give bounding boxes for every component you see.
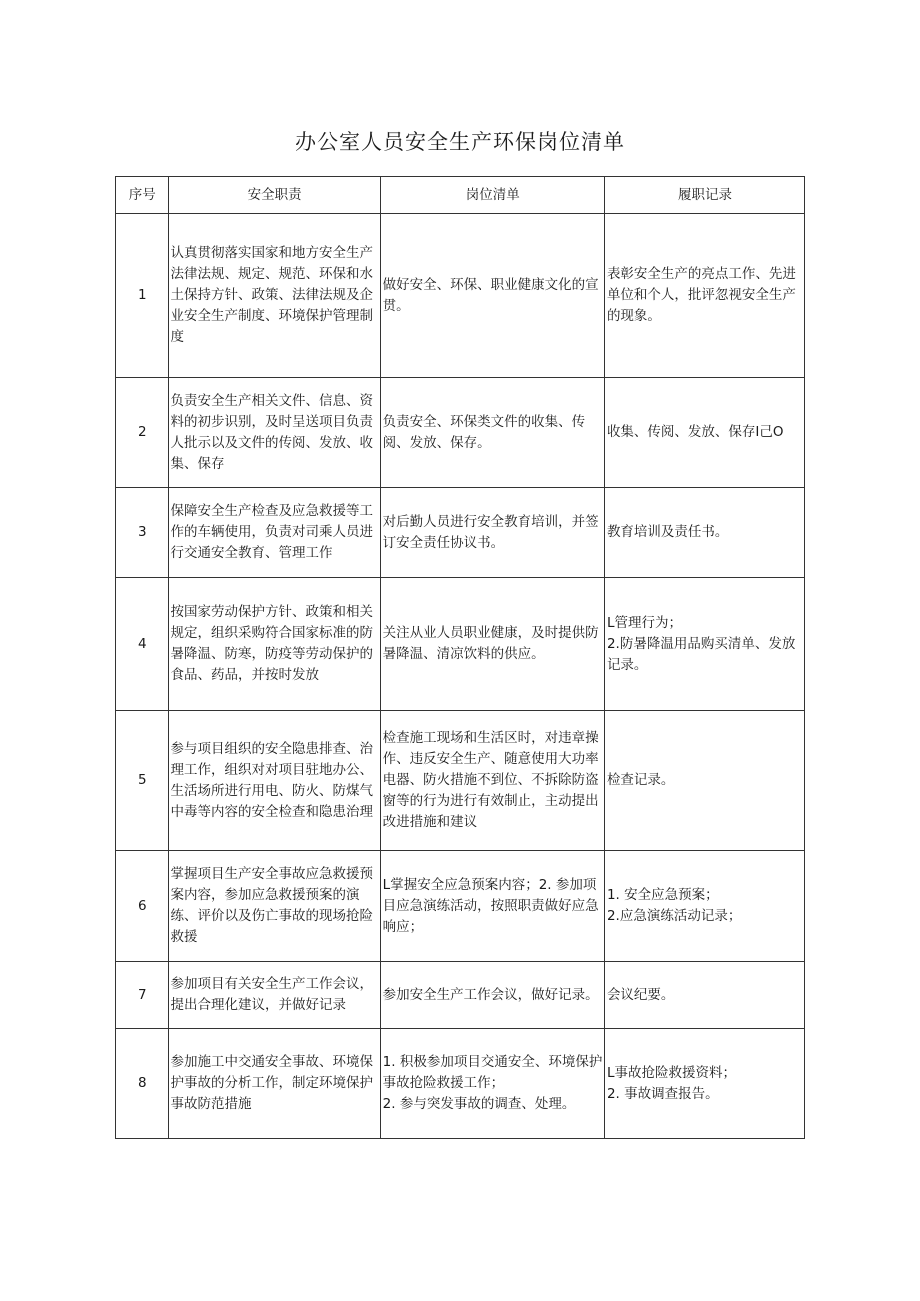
row-no: 7 [116, 962, 169, 1029]
record-line: 2.应急演练活动记录； [606, 908, 742, 924]
table-row [116, 851, 805, 962]
table-row [116, 711, 805, 851]
row-no: 5 [116, 711, 169, 851]
record-line: 2.防暑降温用品购买清单、发放记录。 [606, 635, 796, 673]
row-duty: 参加项目有关安全生产工作会议，提出合理化建议，并做好记录 [168, 962, 380, 1029]
row-record: 检查记录。 [604, 711, 804, 851]
header-no: 序号 [116, 177, 169, 214]
row-duty: 参与项目组织的安全隐患排查、治理工作，组织对对项目驻地办公、生活场所进行用电、防火、防煤气中毒等内容的安全检查和隐患治理 [168, 711, 380, 851]
row-duty: 认真贯彻落实国家和地方安全生产法律法规、规定、规范、环保和水土保持方针、政策、法律法规及企业安全生产制度、环境保护管理制度 [168, 214, 380, 378]
row-duty: 掌握项目生产安全事故应急救援预案内容，参加应急救援预案的演练、评价以及伤亡事故的现场抢险救援 [168, 851, 380, 962]
row-record [604, 1029, 804, 1139]
record-line: L事故抢险救援资料； [606, 1064, 736, 1081]
row-record: 教育培训及责任书。 [604, 488, 804, 578]
row-list: 检查施工现场和生活区时，对违章操作、违反安全生产、随意使用大功率电器、防火措施不到位、不拆除防盗窗等的行为进行有效制止，主动提出改进措施和建议 [380, 711, 604, 851]
row-record: 表彰安全生产的亮点工作、先进单位和个人，批评忽视安全生产的现象。 [604, 214, 804, 378]
list-line: 2. 参与突发事故的调查、处理。 [382, 1096, 576, 1112]
row-list: L掌握安全应急预案内容；2. 参加项目应急演练活动，按照职责做好应急响应； [380, 851, 604, 962]
row-list: 关注从业人员职业健康，及时提供防暑降温、清凉饮料的供应。 [380, 578, 604, 711]
table-row [116, 488, 805, 578]
row-no: 8 [116, 1029, 169, 1139]
header-duty: 安全职责 [168, 177, 380, 214]
row-record [604, 851, 804, 962]
row-duty: 保障安全生产检查及应急救援等工作的车辆使用，负责对司乘人员进行交通安全教育、管理工作 [168, 488, 380, 578]
row-no: 4 [116, 578, 169, 711]
row-list: 参加安全生产工作会议，做好记录。 [380, 962, 604, 1029]
table-row [116, 578, 805, 711]
row-list: 对后勤人员进行安全教育培训，并签订安全责任协议书。 [380, 488, 604, 578]
record-line: L管理行为； [606, 614, 682, 631]
row-list: 做好安全、环保、职业健康文化的宣贯。 [380, 214, 604, 378]
table-header-row [116, 177, 805, 214]
row-list: 负责安全、环保类文件的收集、传阅、发放、保存。 [380, 378, 604, 488]
row-duty: 按国家劳动保护方针、政策和相关规定，组织采购符合国家标准的防暑降温、防寒，防疫等劳动保护的食品、药品，并按时发放 [168, 578, 380, 711]
row-no: 3 [116, 488, 169, 578]
record-line: 1. 安全应急预案； [606, 887, 719, 903]
record-line: 2. 事故调查报告。 [606, 1085, 719, 1102]
table-row [116, 1029, 805, 1139]
header-record: 履职记录 [604, 177, 804, 214]
duty-table [115, 176, 805, 1139]
row-record: 收集、传阅、发放、保存I己O [604, 378, 804, 488]
page-title: 办公室人员安全生产环保岗位清单 [295, 130, 625, 154]
table-row [116, 962, 805, 1029]
list-line: 1. 积极参加项目交通安全、环境保护事故抢险救援工作； [382, 1054, 603, 1091]
row-list [380, 1029, 604, 1139]
row-duty: 负责安全生产相关文件、信息、资料的初步识别，及时呈送项目负责人批示以及文件的传阅、发放、收集、保存 [168, 378, 380, 488]
row-no: 1 [116, 214, 169, 378]
row-no: 6 [116, 851, 169, 962]
header-list: 岗位清单 [380, 177, 604, 214]
row-duty: 参加施工中交通安全事故、环境保护事故的分析工作，制定环境保护事故防范措施 [168, 1029, 380, 1139]
row-record: 会议纪要。 [604, 962, 804, 1029]
table-row [116, 214, 805, 378]
table-row [116, 378, 805, 488]
row-no: 2 [116, 378, 169, 488]
row-record [604, 578, 804, 711]
